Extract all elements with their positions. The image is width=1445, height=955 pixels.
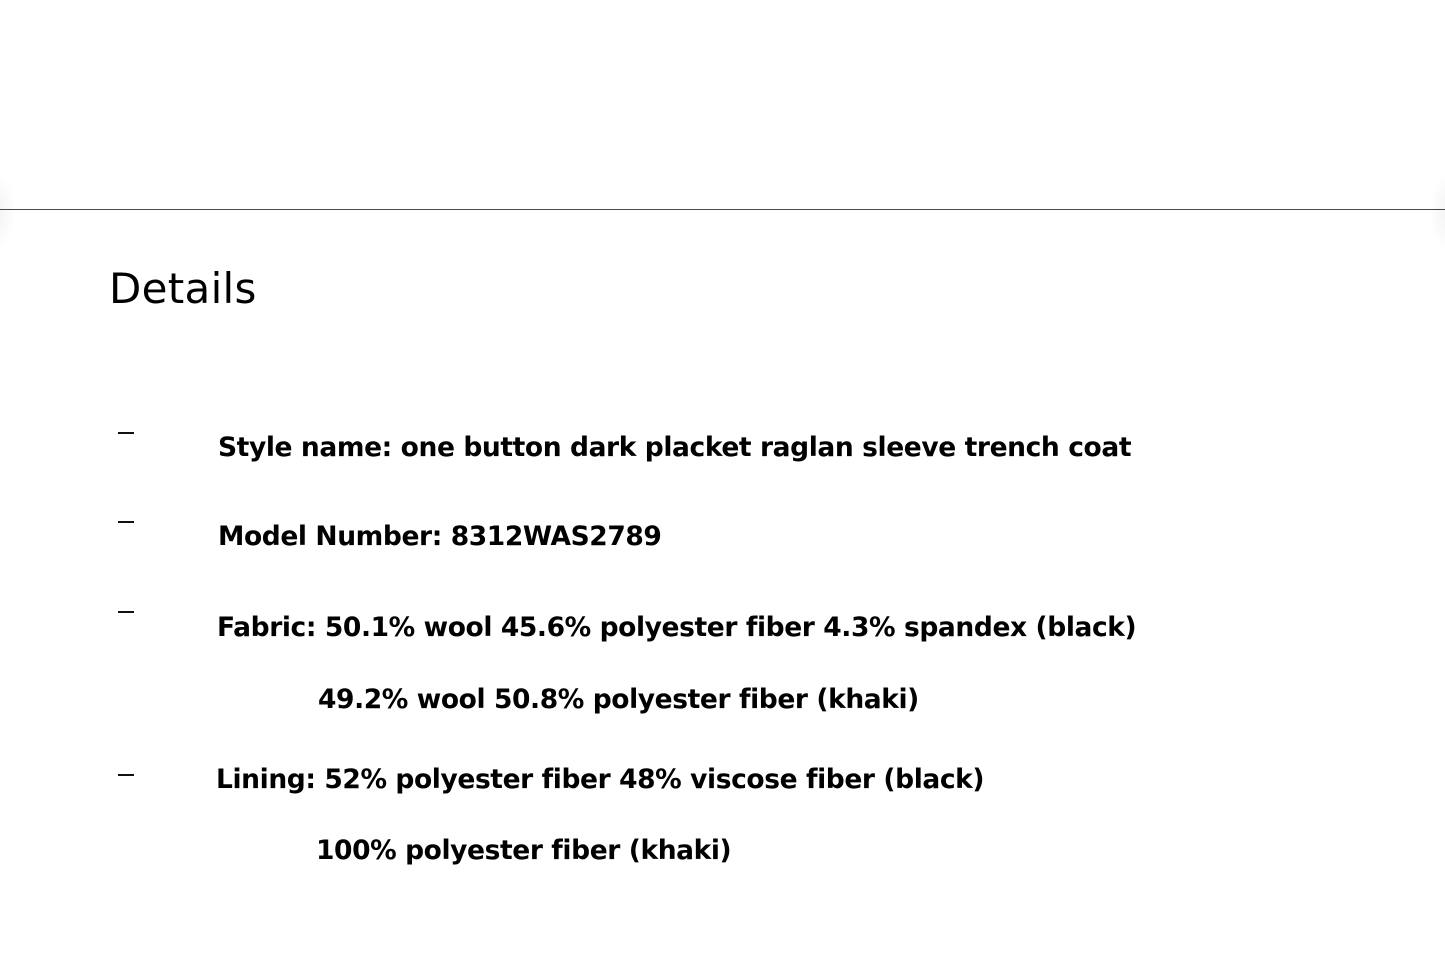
left-edge-shadow <box>0 172 16 252</box>
section-divider <box>0 209 1445 210</box>
style-name-text: Style name: one button dark placket raglan sleeve trench coat <box>218 432 1132 463</box>
lining-black-text: Lining: 52% polyester fiber 48% viscose fiber (black) <box>216 764 985 795</box>
fabric-black-text: Fabric: 50.1% wool 45.6% polyester fiber 4.3% spandex (black) <box>217 612 1137 643</box>
bullet-dash-lining <box>118 774 134 776</box>
lining-khaki-text: 100% polyester fiber (khaki) <box>316 835 732 866</box>
right-edge-shadow <box>1429 172 1445 252</box>
fabric-khaki-text: 49.2% wool 50.8% polyester fiber (khaki) <box>318 684 919 715</box>
details-heading: Details <box>109 264 257 313</box>
bullet-dash-style <box>118 432 134 434</box>
bullet-dash-model <box>118 521 134 523</box>
bullet-dash-fabric <box>118 611 134 613</box>
model-number-text: Model Number: 8312WAS2789 <box>218 521 662 552</box>
